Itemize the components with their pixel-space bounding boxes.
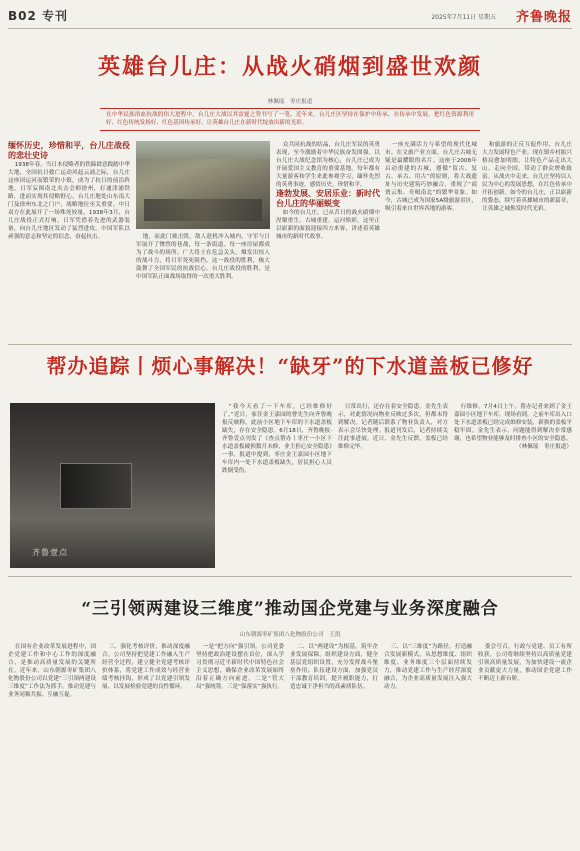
newspaper-logo: 齐鲁晚报 bbox=[515, 10, 572, 25]
story3-column-1 bbox=[8, 643, 96, 845]
story3-column-5 bbox=[384, 643, 472, 845]
story3-col6-text: 委会号召，行政与党建、员工有所收获。公司将继续坚持以高质量党建引领高质量发展，为加快建设一流企业贡献更大力量，推动国企党建工作不断迈上新台阶。 bbox=[478, 644, 572, 682]
story3-col5-text: 三、以“三维度”为路径，打造融合发展新模式。从思想维度、组织维度、业务维度三个层面持续发力，推动党建工作与生产经营深度融合，为企业高质量发展注入强大动力。 bbox=[384, 644, 472, 690]
story2-column-1 bbox=[222, 403, 332, 568]
drain-cover-shape bbox=[60, 463, 132, 509]
story1-col3-text: 众共同抗战的结晶，台儿庄军民的英勇表现，至今激励着中华民族奋发图强。以台儿庄大战纪念馆为核心，台儿庄已成为开展爱国主义教育的重要基地。每年都有大量游客和学生来此参观学习，缅怀先烈的英勇事迹，感悟历史，珍惜和平。 bbox=[276, 142, 380, 188]
story3-column-4 bbox=[290, 643, 378, 845]
story1-column-2 bbox=[136, 233, 270, 341]
story1-column-1 bbox=[8, 141, 130, 341]
story1-col5-text: 和旅游的正反互促作用，台儿庄大力发展特色产业。现在镇乡村振兴格局愈加明朗，让特色产品走出大山、走向全国，带动了群众增收致富。从战火中走来，台儿庄坚持以人民为中心的发展思想，在红色传承中开拓创新。如今的台儿庄，正以崭新的姿态，续写着英雄城市的新篇章，让英雄之城焕发时代光彩。 bbox=[482, 142, 572, 212]
story2-col3-text: 行维修。7月4日上午，帮办记者来到了金王嘉园小区地下车库，现场看到，之前车库出入口处下水道盖板已经完成维修安装，新换的盖板平稳牢固。金先生表示，问题能得到解决非常感谢，也希望物业能够及时排查小区的安全隐患。 bbox=[454, 404, 572, 442]
story1-col4-text: 一座充满活力与希望的现代化城市。在文旅产业方面，台儿庄古城无疑是最耀眼的名片。这座于2008年启动重建的古城，遵循“留古、复古、承古、用古”的原则，将大战遗址与历史建筑巧妙融合，重现了“商贾云集、舟楫南北”的繁华景象。如今，古城已成为国家5A级旅游景区，吸引着来自世界各地的游客。 bbox=[385, 142, 477, 212]
story1-lead: 在中华民族浴血抗战的伟大进程中，台儿庄大战以其雷霆之势书写了一笔。近年来，台儿庄区坚持在保护中传承、在传承中发展，把红色资源利用好、红色传统发扬好、红色基因传承好，让英雄台儿庄在新时代绽放出新的光彩。 bbox=[100, 108, 480, 131]
story1-col2-text: 地，而此门被击毁，敌人趁机冲入城内，守军与日军展开了惨烈的巷战，每一条街道、每一座房屋都成为了战斗的场所。广大将士在危急关头，爆发出惊人的战斗力，将日军死死阻挡。这一战役的胜利，极大鼓舞了全国军民的抗战信心。台儿庄战役的胜利，是中国军队正面战场取得的一次重大胜利。 bbox=[136, 234, 270, 280]
story2-headline: 帮办追踪丨烦心事解决！“缺牙”的下水道盖板已修好 bbox=[46, 354, 534, 378]
story3-col1-text: 在国有企业改革发展进程中，国企党建工作和中心工作的深度融合，是推动高质量发展的关键所在。近年来，山东朝源枣矿集团八化物股份公司以党建“三引领两建设三维度”工作法为抓手，推动党建与业务同频共振、互融互促。 bbox=[8, 644, 96, 698]
story3-col4-text: 二、以“两建设”为根基，筑牢企业发展保障。组织建设方面，健全基层党组织设置，充分发挥战斗堡垒作用；队伍建设方面，加强党员干部教育培训，提升履职能力，打造忠诚干净担当的高素质队伍。 bbox=[290, 644, 378, 690]
story2-col1-text: “我今天看了一下车库，已经维修好了。”近日，家住金王嘉园的曹先生向齐鲁晚报反映称，此前小区地下车库的下水道盖板缺失，存在安全隐患。6月18日，齐鲁晚报·齐鲁壹点刊发了《查点帮办丨枣庄一小区下水道盖板破损数月未修，业主担心安全隐患》一事，报道中提到，枣庄金王嘉园小区地下车库内一处下水道盖板缺失，居民担心人员跌倒受伤。 bbox=[222, 404, 332, 474]
story2-column-3 bbox=[454, 403, 572, 568]
page-header bbox=[8, 4, 572, 29]
story1-subheading-1: 缅怀历史，珍惜和平，台儿庄战役的悲壮史诗 bbox=[8, 141, 130, 160]
story3-byline: 山东朝源枣矿集团八化物股份公司 王凯 bbox=[239, 632, 341, 638]
story2-col2-text: 日常出行，还存在着安全隐患。金先生表示，对此情况向物业反映过多次，但都未得到解决。记者随后联系了物业负责人，对方表示会尽快处理。报道刊发后，记者持续关注此事进展。近日，金先生反馈，盖板已经维修完毕。 bbox=[338, 404, 448, 450]
story3-column-2 bbox=[102, 643, 190, 845]
story3-col3-text: 一是“把方向”强引领。公司党委坚持把政治建设摆在首位，深入学习贯彻习近平新时代中国特色社会主义思想，确保企业改革发展始终沿着正确方向前进。二是“管大局”强统筹。三是“保落实”强执行。 bbox=[196, 644, 284, 690]
story3-column-6 bbox=[478, 643, 572, 845]
story1-byline: 林佩瑶 枣庄报道 bbox=[267, 99, 313, 105]
story3-column-3 bbox=[196, 643, 284, 845]
story2-photo bbox=[10, 403, 215, 568]
section-divider-1 bbox=[8, 344, 572, 345]
story2-signature: （林佩瑶 枣庄报道） bbox=[516, 444, 572, 450]
story1-headline: 英雄台儿庄：从战火硝烟到盛世欢颜 bbox=[97, 54, 482, 80]
story1-column-5 bbox=[482, 141, 572, 341]
section-label: B02 专刊 bbox=[8, 9, 69, 23]
story1-subheading-2: 逢勃发展、安居乐业：新时代台儿庄的华丽蜕变 bbox=[276, 189, 380, 208]
photo-watermark: 齐鲁壹点 bbox=[32, 548, 68, 557]
story1-column-3 bbox=[276, 141, 380, 341]
issue-date: 2025年7月11日 星期五 bbox=[431, 14, 496, 21]
story1-column-4 bbox=[385, 141, 477, 341]
story1-col1-text: 1938年春，当日本侵略者的铁蹄肆意践踏中华大地，全国抗日救亡运动风起云涌之际，台儿庄这座因运河而繁荣的小镇，成为了抗日的前沿阵地。日军妄图南北夹击会师徐州，打通津浦铁路，进而实现其侵略野心。台儿庄地处山东南大门及徐州东北之门户，战略地位至关重要。中日双方在此展开了一场殊死较量。1938年3月，台儿庄战役正式打响。日军凭借着先进的武器装备，向台儿庄地区发动了猛烈进攻。中国军队以顽强的意志和坚定的信念，奋起抗击。 bbox=[8, 162, 130, 240]
story3-col2-text: 三、强化考核评价，推动深度融合。公司坚持把党建工作融入生产经营全过程，建立健全党建考核评价体系，将党建工作成效与经营业绩考核挂钩，形成了以党建引领发展、以发展检验党建的良性循环。 bbox=[102, 644, 190, 690]
section-divider-2 bbox=[8, 576, 572, 577]
story1-col3-text2: 如今的台儿庄，已从昔日的战火硝烟中涅槃重生。古城重建，运河焕彩，这里正以崭新的面貌迎接四方来客，讲述着英雄城市的新时代故事。 bbox=[276, 210, 380, 240]
story2-column-2 bbox=[338, 403, 448, 568]
story1-photo bbox=[136, 141, 270, 229]
story3-headline: “三引领两建设三维度”推动国企党建与业务深度融合 bbox=[81, 599, 499, 619]
